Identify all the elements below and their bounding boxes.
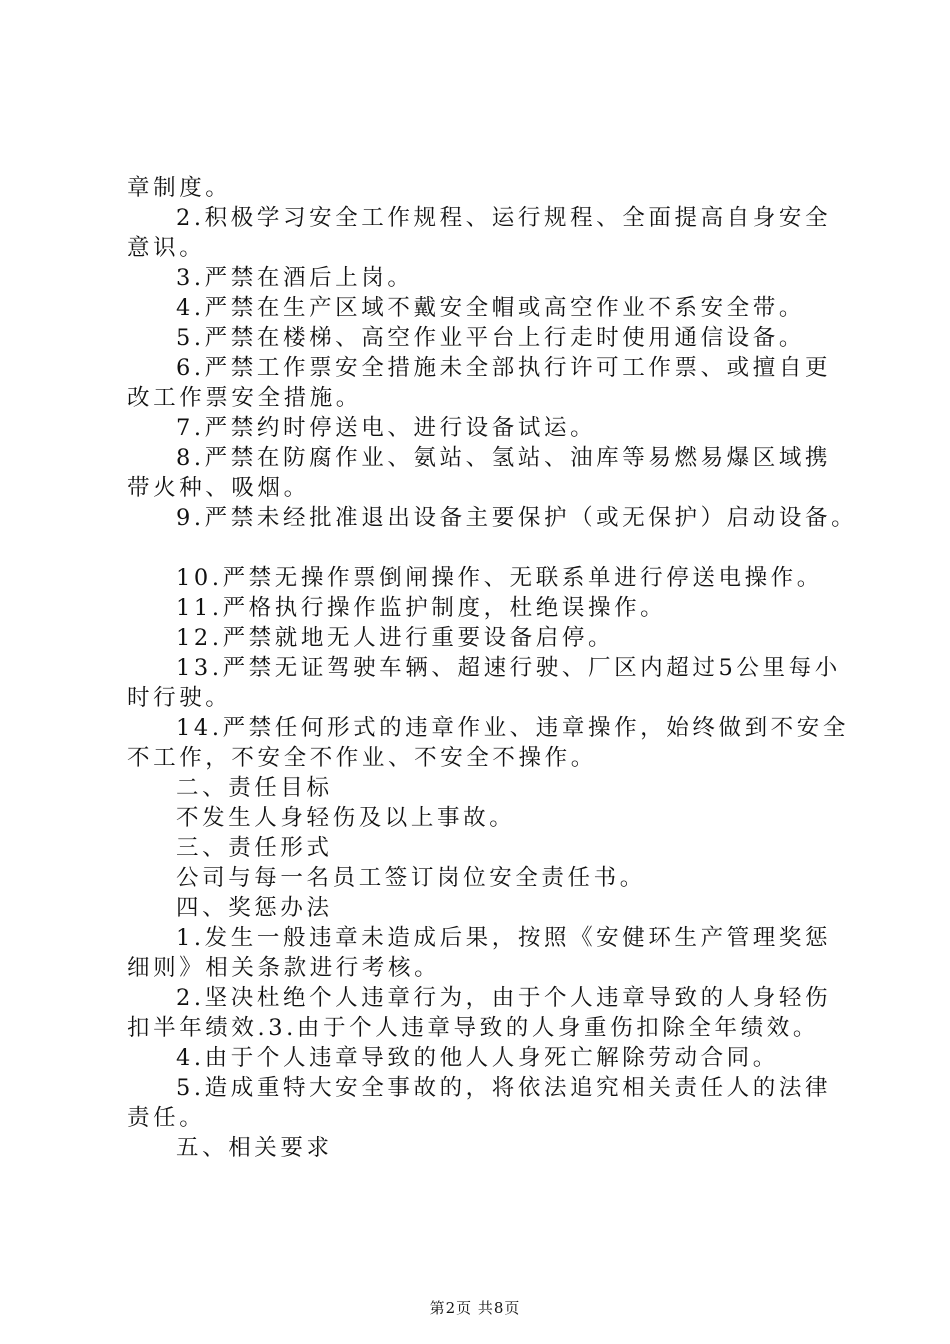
section-heading-4: 四、奖惩办法 (176, 895, 333, 921)
text-line: 意识。 (127, 235, 206, 261)
list-item-12: 12.严禁就地无人进行重要设备启停。 (176, 625, 615, 651)
text-line: 改工作票安全措施。 (127, 385, 362, 411)
list-item-4: 4.由于个人违章导致的他人人身死亡解除劳动合同。 (176, 1045, 779, 1071)
list-item-13: 13.严禁无证驾驶车辆、超速行驶、厂区内超过5公里每小 (176, 655, 841, 681)
section-heading-3: 三、责任形式 (176, 835, 333, 861)
page-number: 第2页 共8页 (429, 1299, 521, 1317)
section-heading-2: 二、责任目标 (176, 775, 333, 801)
list-item-5: 5.严禁在楼梯、高空作业平台上行走时使用通信设备。 (176, 325, 805, 351)
list-item-11: 11.严格执行操作监护制度，杜绝误操作。 (176, 595, 667, 621)
section-heading-5: 五、相关要求 (176, 1135, 333, 1161)
list-item-9: 9.严禁未经批准退出设备主要保护（或无保护）启动设备。 (176, 505, 858, 531)
text-line: 扣半年绩效.3.由于个人违章导致的人身重伤扣除全年绩效。 (127, 1015, 819, 1041)
list-item-5: 5.造成重特大安全事故的，将依法追究相关责任人的法律 (176, 1075, 832, 1101)
list-item-10: 10.严禁无操作票倒闸操作、无联系单进行停送电操作。 (176, 565, 823, 591)
list-item-3: 3.严禁在酒后上岗。 (176, 265, 414, 291)
list-item-14: 14.严禁任何形式的违章作业、违章操作，始终做到不安全 (176, 715, 849, 741)
text-line: 不工作，不安全不作业、不安全不操作。 (127, 745, 597, 771)
list-item-7: 7.严禁约时停送电、进行设备试运。 (176, 415, 597, 441)
text-line: 带火种、吸烟。 (127, 475, 310, 501)
list-item-2: 2.积极学习安全工作规程、运行规程、全面提高自身安全 (176, 205, 832, 231)
document-body (127, 173, 862, 1163)
text-line: 责任。 (127, 1105, 206, 1131)
list-item-8: 8.严禁在防腐作业、氨站、氢站、油库等易燃易爆区域携 (176, 445, 832, 471)
list-item-1: 1.发生一般违章未造成后果，按照《安健环生产管理奖惩 (176, 925, 832, 951)
text-line: 时行驶。 (127, 685, 232, 711)
text-line: 细则》相关条款进行考核。 (127, 955, 441, 981)
section-text: 公司与每一名员工签订岗位安全责任书。 (176, 865, 646, 891)
list-item-6: 6.严禁工作票安全措施未全部执行许可工作票、或擅自更 (176, 355, 832, 381)
list-item-4: 4.严禁在生产区域不戴安全帽或高空作业不系安全带。 (176, 295, 805, 321)
list-item-2: 2.坚决杜绝个人违章行为，由于个人违章导致的人身轻伤 (176, 985, 832, 1011)
blank-line (127, 533, 862, 563)
text-line: 章制度。 (127, 175, 232, 201)
section-text: 不发生人身轻伤及以上事故。 (176, 805, 516, 831)
